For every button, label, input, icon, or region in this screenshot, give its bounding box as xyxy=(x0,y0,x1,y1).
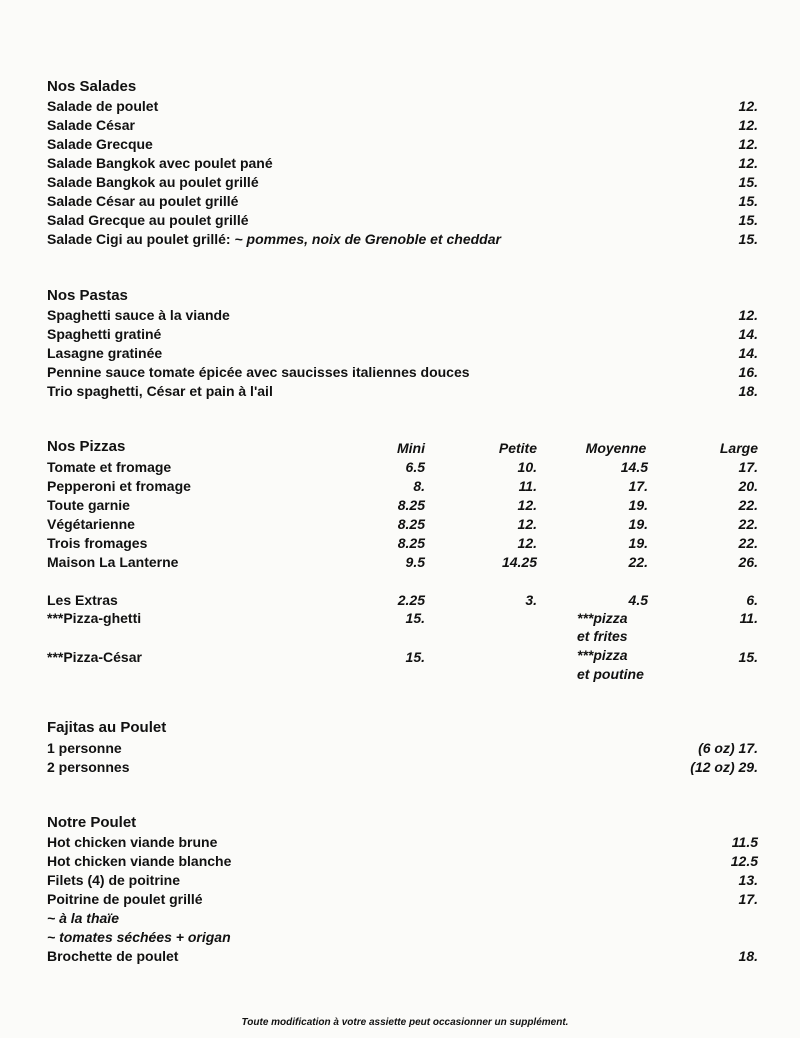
menu-item-name: Salade Grecque xyxy=(47,136,153,152)
combo-option-line2: et frites xyxy=(577,628,628,644)
pizza-name: Maison La Lanterne xyxy=(47,554,179,570)
menu-item-price: 12.5 xyxy=(730,853,758,869)
menu-item-option: ~ à la thaïe xyxy=(47,910,119,926)
price-mini: 9.5 xyxy=(405,554,425,570)
menu-item-price: 14. xyxy=(738,326,758,342)
section-heading-poulet: Notre Poulet xyxy=(47,814,137,831)
price-moyenne: 14.5 xyxy=(620,459,648,475)
combo-price: 15. xyxy=(405,649,425,665)
combo-price: 11. xyxy=(739,610,758,626)
pizza-name: Tomate et fromage xyxy=(47,459,172,475)
pizza-name: Pepperoni et fromage xyxy=(47,478,191,494)
menu-item-name: 1 personne xyxy=(47,740,122,756)
price-petite: 12. xyxy=(517,535,537,551)
pizza-name: Toute garnie xyxy=(47,497,130,513)
menu-item-name: Filets (4) de poitrine xyxy=(47,872,181,888)
section-heading-pizzas: Nos Pizzas xyxy=(47,438,126,455)
section-heading-pastas: Nos Pastas xyxy=(47,287,128,304)
menu-item-name: Lasagne gratinée xyxy=(47,345,163,361)
menu-item-price: 14. xyxy=(738,345,758,361)
menu-item-name: Spaghetti gratiné xyxy=(47,326,162,342)
price-moyenne: 19. xyxy=(628,516,648,532)
menu-item-price: 11.5 xyxy=(731,834,758,850)
menu-item-price: 12. xyxy=(738,98,758,114)
combo-option-line2: et poutine xyxy=(577,666,644,682)
pizza-name: Végétarienne xyxy=(47,516,135,532)
menu-item-name: Salade César au poulet grillé xyxy=(47,193,239,209)
menu-item-price: 16. xyxy=(738,364,758,380)
menu-item-name: Salade Cigi au poulet grillé: xyxy=(47,231,231,247)
price-petite: 11. xyxy=(518,478,537,494)
menu-item-price: 12. xyxy=(738,307,758,323)
menu-item-price: 18. xyxy=(738,383,758,399)
menu-item-name: Salade César xyxy=(47,117,135,133)
menu-item-price: (12 oz) 29. xyxy=(690,759,758,775)
menu-item-price: 17. xyxy=(738,891,758,907)
menu-item-name: Spaghetti sauce à la viande xyxy=(47,307,230,323)
price-large: 22. xyxy=(738,535,758,551)
combo-option-line1: ***pizza xyxy=(577,647,628,663)
section-heading-fajitas: Fajitas au Poulet xyxy=(47,719,167,736)
menu-item-price: 18. xyxy=(738,948,758,964)
price-moyenne: 19. xyxy=(628,497,648,513)
price-large: 6. xyxy=(746,592,758,608)
menu-item-name: Hot chicken viande blanche xyxy=(47,853,232,869)
menu-item-row xyxy=(47,230,501,249)
section-heading-salades: Nos Salades xyxy=(47,78,137,95)
menu-item-name: Salad Grecque au poulet grillé xyxy=(47,212,249,228)
combo-price: 15. xyxy=(405,610,425,626)
size-header-large: Large xyxy=(719,440,758,456)
menu-item-name: Salade Bangkok au poulet grillé xyxy=(47,174,259,190)
menu-item-price: (6 oz) 17. xyxy=(698,740,758,756)
menu-item-name: Salade Bangkok avec poulet pané xyxy=(47,155,273,171)
menu-item-name: Trio spaghetti, César et pain à l'ail xyxy=(47,383,273,399)
menu-item-price: 15. xyxy=(738,174,758,190)
combo-name: ***Pizza-ghetti xyxy=(47,610,142,626)
combo-price: 15. xyxy=(738,649,758,665)
combo-name: ***Pizza-César xyxy=(47,649,142,665)
menu-item-price: 15. xyxy=(738,193,758,209)
menu-item-price: 12. xyxy=(738,155,758,171)
size-header-moyenne: Moyenne xyxy=(585,440,647,456)
combo-option-line1: ***pizza xyxy=(577,610,628,626)
price-moyenne: 4.5 xyxy=(628,592,648,608)
price-large: 22. xyxy=(738,516,758,532)
price-moyenne: 19. xyxy=(628,535,648,551)
price-mini: 6.5 xyxy=(405,459,425,475)
pizza-name: Trois fromages xyxy=(47,535,148,551)
price-mini: 8.25 xyxy=(397,516,425,532)
footer-note: Toute modification à votre assiette peut occasionner un supplément. xyxy=(241,1017,569,1028)
price-mini: 8.25 xyxy=(397,497,425,513)
price-mini: 8.25 xyxy=(397,535,425,551)
price-petite: 10. xyxy=(517,459,537,475)
menu-item-description: ~ pommes, noix de Grenoble et cheddar xyxy=(234,231,501,247)
extras-name: Les Extras xyxy=(47,592,118,608)
menu-item-name: 2 personnes xyxy=(47,759,130,775)
menu-item-price: 13. xyxy=(738,872,758,888)
menu-item-name: Pennine sauce tomate épicée avec saucisses italiennes douces xyxy=(47,364,470,380)
price-petite: 14.25 xyxy=(501,554,537,570)
price-petite: 12. xyxy=(517,516,537,532)
size-header-mini: Mini xyxy=(397,440,425,456)
menu-item-name: Poitrine de poulet grillé xyxy=(47,891,203,907)
menu-item-price: 12. xyxy=(738,136,758,152)
price-large: 26. xyxy=(738,554,758,570)
price-large: 22. xyxy=(738,497,758,513)
menu-item-name: Brochette de poulet xyxy=(47,948,179,964)
price-large: 20. xyxy=(738,478,758,494)
menu-item-price: 15. xyxy=(738,231,758,247)
menu-item-price: 12. xyxy=(738,117,758,133)
price-petite: 12. xyxy=(517,497,537,513)
menu-item-price: 15. xyxy=(738,212,758,228)
menu-item-name: Hot chicken viande brune xyxy=(47,834,218,850)
price-petite: 3. xyxy=(525,592,537,608)
price-moyenne: 22. xyxy=(628,554,648,570)
menu-item-name: Salade de poulet xyxy=(47,98,159,114)
price-mini: 2.25 xyxy=(397,592,425,608)
size-header-petite: Petite xyxy=(498,440,537,456)
price-mini: 8. xyxy=(413,478,425,494)
menu-item-option: ~ tomates séchées + origan xyxy=(47,929,231,945)
price-moyenne: 17. xyxy=(628,478,648,494)
price-large: 17. xyxy=(738,459,758,475)
